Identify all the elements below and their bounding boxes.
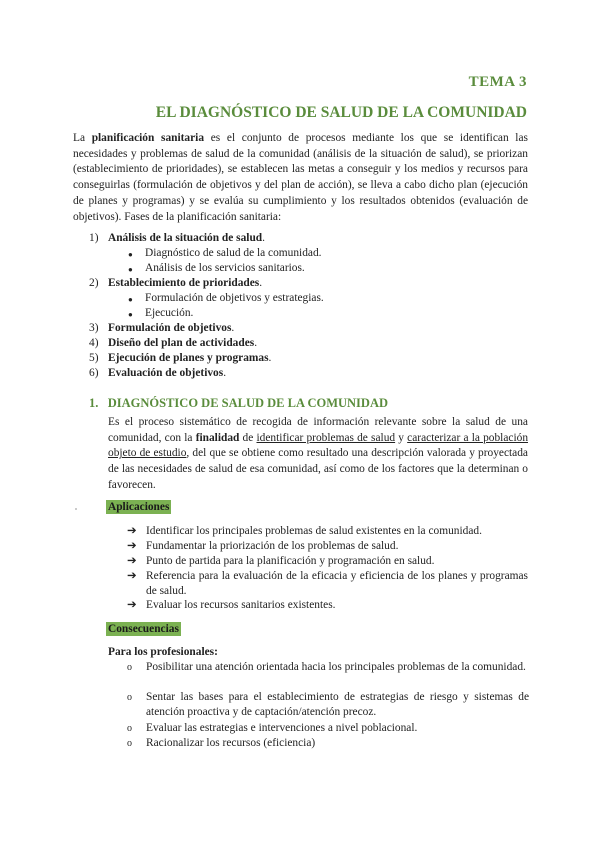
phase-number: 5) (89, 352, 99, 364)
circle-bullet-icon: o (127, 738, 132, 749)
list-item-text: Evaluar las estrategias e intervenciones a nivel poblacional. (146, 722, 418, 734)
underlined-term: identificar problemas de salud (256, 431, 396, 444)
bullet-icon: ● (128, 310, 133, 319)
list-item (127, 554, 528, 569)
list-item (127, 569, 528, 599)
phase-number: 3) (89, 322, 99, 334)
phase-end: . (259, 277, 263, 289)
intro-paragraph (73, 131, 528, 225)
list-item (127, 736, 528, 751)
phase-end: . (223, 367, 227, 379)
phase-number: 4) (89, 337, 99, 349)
intro-bold-term: planificación sanitaria (91, 132, 205, 144)
section-text: Es el proceso sistemático de recogida de información relevante sobre la salud de una comunidad, con la (108, 416, 528, 444)
circle-bullet-icon: o (127, 723, 132, 734)
section-heading: 1. DIAGNÓSTICO DE SALUD DE LA COMUNIDAD (89, 396, 388, 410)
phase-end: . (231, 322, 235, 334)
bullet-icon: ● (128, 295, 133, 304)
list-item-text: Punto de partida para la planificación y programación en salud. (146, 555, 435, 567)
phase-end: . (262, 232, 265, 244)
section-text: y (395, 431, 408, 444)
list-item-text: Posibilitar una atención orientada hacia los principales problemas de la comunidad. (146, 661, 526, 673)
phase-number: 6) (89, 367, 99, 379)
list-item-text: Racionalizar los recursos (eficiencia) (146, 737, 316, 749)
section-bold-term: finalidad (195, 431, 240, 444)
arrow-icon: ➔ (127, 525, 137, 537)
phase-label: Análisis de la situación de salud (108, 232, 263, 244)
list-item (127, 721, 528, 736)
bullet-icon: ● (128, 250, 133, 259)
list-item-text: Identificar los principales problemas de salud existentes en la comunidad. (146, 525, 482, 537)
section-paragraph (108, 415, 528, 494)
phase-number: 2) (89, 277, 99, 289)
phase-label: Diseño del plan de actividades (108, 337, 255, 349)
phase-end: . (268, 352, 272, 364)
arrow-icon: ➔ (127, 599, 137, 611)
list-item (127, 690, 528, 720)
phase-label: Ejecución de planes y programas (108, 352, 269, 364)
arrow-icon: ➔ (127, 570, 137, 582)
circle-bullet-icon: o (127, 692, 132, 703)
applications-tag: Aplicaciones (108, 501, 170, 513)
intro-text: es el conjunto de procesos mediante los que se identifican las necesidades y problemas de salud de la comunidad (análisis de la situación de salud), se priorizan (establecimiento de prioridades), se establecen las metas a conseguir y los medios y recursos para conseguirlas (formulación de objetivos y del plan de acción), se lleva a cabo dicho plan (ejecución de planes y programas) y se evalúa su cumplimiento y los resultados obtenidos (evaluación de objetivos). Fases de la planificación sanitaria: (73, 132, 528, 223)
list-item (127, 598, 528, 613)
phase-subitem-text: Formulación de objetivos y estrategias. (145, 292, 324, 304)
list-item (127, 524, 528, 539)
list-item (127, 539, 528, 554)
phase-number: 1) (89, 232, 99, 244)
phase-label: Establecimiento de prioridades (108, 277, 260, 289)
circle-bullet-icon: o (127, 662, 132, 673)
list-item-text: Evaluar los recursos sanitarios existentes. (146, 599, 336, 611)
underlined-term: caracterizar a la población objeto de estudio (108, 431, 529, 460)
arrow-icon: ➔ (127, 555, 137, 567)
intro-prefix: La (73, 132, 92, 144)
phase-label: Evaluación de objetivos (108, 367, 224, 379)
list-item (127, 660, 528, 690)
section-text: , del que se obtiene como resultado una descripción valorada y proyectada de las necesidades de salud de esa comunidad, así como de los factores que la determinan o favorecen. (108, 447, 528, 491)
phase-subitem-text: Análisis de los servicios sanitarios. (145, 262, 305, 274)
arrow-icon: ➔ (127, 540, 137, 552)
page-title: EL DIAGNÓSTICO DE SALUD DE LA COMUNIDAD (155, 104, 527, 121)
bullet-icon: ● (128, 265, 133, 274)
phase-end: . (254, 337, 258, 349)
phase-label: Formulación de objetivos (108, 322, 232, 334)
decorative-dot (75, 508, 77, 510)
list-item-text: Sentar las bases para el establecimiento de estrategias de riesgo y sistemas de atención proactiva y de captación/atención precoz. (146, 691, 529, 718)
topic-number: TEMA 3 (468, 74, 527, 90)
section-text: de (239, 431, 257, 444)
phase-subitem-text: Diagnóstico de salud de la comunidad. (145, 247, 322, 259)
list-item-text: Referencia para la evaluación de la eficacia y eficiencia de los planes y programas de salud. (146, 570, 528, 597)
subheading: Para los profesionales: (108, 646, 218, 658)
consequences-tag: Consecuencias (108, 623, 179, 635)
list-item-text: Fundamentar la priorización de los problemas de salud. (146, 540, 399, 552)
phase-subitem-text: Ejecución. (145, 307, 194, 319)
